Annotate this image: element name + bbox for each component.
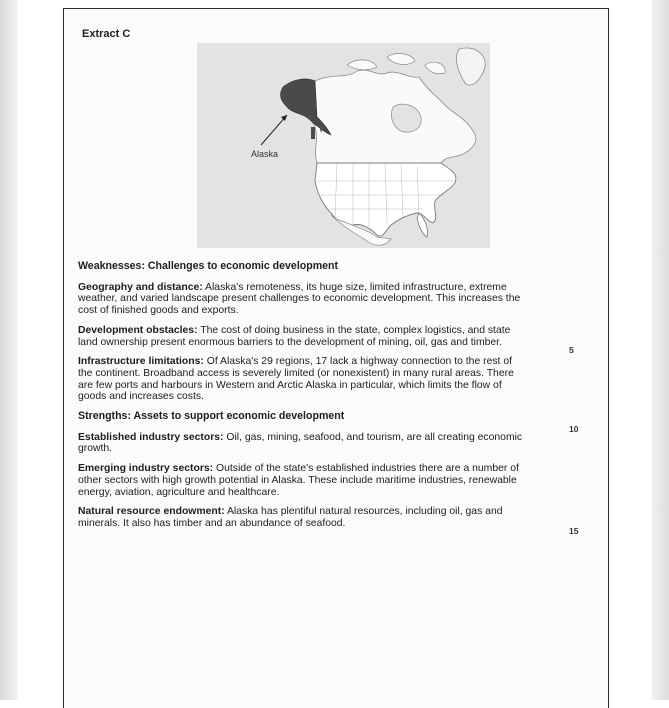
para-established-text: Oil, gas, mining, seafood, and tourism, are all creating economic growth. (78, 431, 523, 455)
para-development-title: Development obstacles: (78, 324, 198, 336)
background-edge-left (0, 0, 18, 700)
line-number-10: 10 (569, 424, 579, 434)
para-infrastructure-text: Of Alaska's 29 regions, 17 lack a highway connection to the rest of the continent. Broadband access is severely limited (or nonexistent) in many rural areas. There are few ports and harbours in Western and Arctic Alaska in particular, which limits the flow of goods and increases costs. (78, 356, 514, 403)
document-page (63, 8, 609, 708)
heading-strengths: Strengths: Assets to support economic development (78, 410, 345, 423)
para-emerging-title: Emerging industry sectors: (78, 463, 214, 475)
heading-weaknesses: Weaknesses: Challenges to economic development (78, 260, 339, 272)
para-geography-title: Geography and distance: (78, 281, 203, 293)
para-natural-text: Alaska has plentiful natural resources, including oil, gas and minerals. It also has timber and an abundance of seafood. (78, 506, 503, 529)
para-infrastructure (78, 356, 528, 403)
para-established (78, 432, 528, 455)
para-development-text: The cost of doing business in the state, complex logistics, and state land ownership present enormous barriers to the development of mining, oil, gas and timber. (78, 324, 511, 348)
para-natural (78, 506, 528, 529)
para-geography-text: Alaska's remoteness, its huge size, limited infrastructure, extreme weather, and varied landscape present challenges to economic development. This increases the cost of finished goods and exports. (78, 281, 521, 317)
north-america-map (197, 43, 490, 248)
line-number-5: 5 (569, 345, 574, 355)
background-edge-right (652, 0, 669, 700)
para-emerging (78, 463, 528, 498)
pacific-coast-marker (311, 127, 315, 139)
para-natural-title: Natural resource endowment: (78, 506, 225, 518)
extract-body (78, 261, 528, 538)
line-number-15: 15 (569, 526, 579, 536)
para-emerging-text: Outside of the state's established industries there are a number of other sectors with high growth potential in Alaska. These include maritime industries, renewable energy, aviation, agriculture and healthcare. (78, 463, 519, 498)
map-label-alaska: Alaska (251, 149, 279, 159)
para-development (78, 325, 528, 348)
para-infrastructure-title: Infrastructure limitations: (78, 356, 204, 368)
para-established-title: Established industry sectors: (78, 431, 224, 443)
para-geography (78, 282, 528, 317)
extract-label: Extract C (82, 28, 131, 40)
